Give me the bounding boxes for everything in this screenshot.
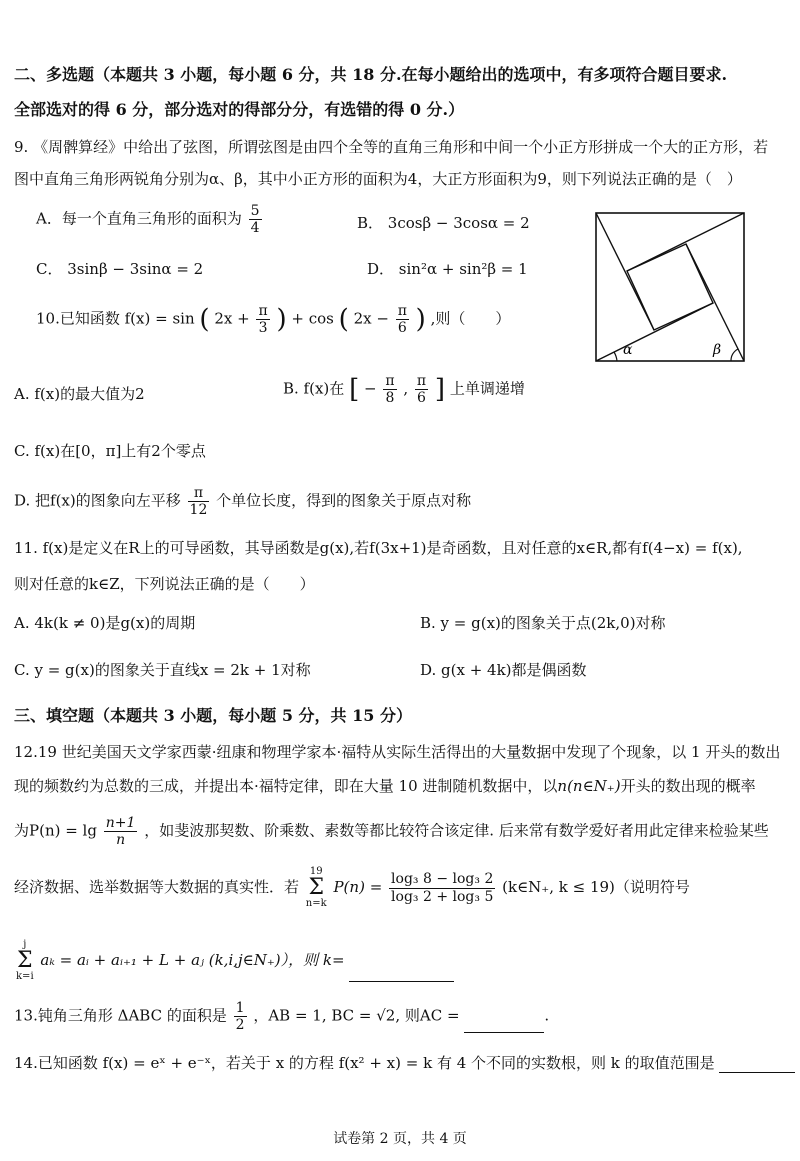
inner-square bbox=[627, 244, 713, 330]
q10-option-d-num: π bbox=[188, 485, 210, 502]
q10-paren-close-2: ) bbox=[415, 304, 426, 335]
q12-line5-sum-symbol bbox=[16, 940, 34, 982]
q14-text: 14.已知函数 f(x) = eˣ + e⁻ˣ，若关于 x 的方程 f(x² + x) = k 有 4 个不同的实数根，则 k 的取值范围是 bbox=[14, 1054, 715, 1072]
q12-line3-den: n bbox=[116, 832, 126, 849]
q10-frac2-num: π bbox=[397, 303, 407, 319]
q12-line3-frac bbox=[104, 815, 138, 848]
alpha-arc bbox=[614, 352, 617, 361]
q12-line5 bbox=[14, 940, 454, 982]
q10-option-d bbox=[14, 485, 471, 518]
q11-option-b: B. y = g(x)的图象关于点(2k,0)对称 bbox=[420, 614, 666, 632]
q12-line2-math: n(n∈N₊) bbox=[557, 777, 621, 795]
q9-option-c: C． 3sinβ − 3sinα = 2 bbox=[36, 260, 204, 278]
q12-line5-sum-top: j bbox=[23, 939, 27, 950]
q12-line4-num: log₃ 8 − log₃ 2 bbox=[391, 871, 494, 888]
q13-num: 1 bbox=[235, 1000, 245, 1016]
beta-label: β bbox=[713, 342, 722, 358]
q13-answer-blank[interactable] bbox=[464, 1016, 544, 1033]
q10-stem-mid2: + cos bbox=[291, 309, 334, 328]
q14 bbox=[14, 1052, 795, 1073]
q10-frac1-den: 3 bbox=[258, 320, 268, 337]
q10-option-d-pre: D. 把f(x)的图象向左平移 bbox=[14, 491, 181, 510]
q10-option-b-minus: − bbox=[364, 379, 377, 398]
q9-option-a-den: 4 bbox=[250, 220, 260, 237]
q12-sum-bottom: n=k bbox=[305, 898, 327, 909]
q9-stem-line1: 9. 《周髀算经》中给出了弦图，所谓弦图是由四个全等的直角三角形和中间一个小正方形拼成一个大的正方形，若 bbox=[14, 138, 769, 156]
page-footer: 试卷第 2 页，共 4 页 bbox=[333, 1131, 467, 1147]
q9-option-a-fraction bbox=[249, 203, 262, 236]
q10-paren-open-1: ( bbox=[199, 304, 210, 335]
q13-den: 2 bbox=[235, 1017, 245, 1034]
section-2-heading-line2: 全部选对的得 6 分，部分选对的得部分分，有选错的得 0 分.） bbox=[14, 100, 465, 119]
q10-option-d-post: 个单位长度，得到的图象关于原点对称 bbox=[216, 491, 472, 510]
q11-stem-line2: 则对任意的k∈Z，下列说法正确的是（ ） bbox=[14, 575, 315, 593]
q9-option-d: D． sin²α + sin²β = 1 bbox=[367, 260, 528, 278]
q10-option-b-frac-b bbox=[415, 373, 428, 406]
q10-frac1-num: π bbox=[258, 303, 268, 319]
q10-frac2-den: 6 bbox=[397, 320, 407, 337]
q12-line3-pre: 为P(n) = lg bbox=[14, 821, 97, 840]
q11-stem-line1: 11. f(x)是定义在R上的可导函数，其导函数是g(x),若f(3x+1)是奇函数，且对任意的x∈R,都有f(4−x) = f(x), bbox=[14, 539, 743, 557]
alpha-label: α bbox=[623, 342, 633, 358]
q10-option-a: A. f(x)的最大值为2 bbox=[14, 385, 145, 403]
q13-end: . bbox=[544, 1006, 550, 1025]
q10-option-b-frac-a-den: 8 bbox=[385, 390, 395, 407]
q10-option-d-frac bbox=[188, 485, 210, 518]
q9-option-a-num: 5 bbox=[250, 203, 260, 219]
q9-option-b: B． 3cosβ − 3cosα = 2 bbox=[357, 214, 530, 232]
q9-option-a-text: A．每一个直角三角形的面积为 bbox=[36, 209, 242, 228]
q12-line4 bbox=[14, 867, 690, 909]
q9-stem-line2: 图中直角三角形两锐角分别为α、β，其中小正方形的面积为4，大正方形面积为9，则下列说法正确的是（ ） bbox=[14, 170, 742, 188]
q12-line3 bbox=[14, 815, 769, 848]
q10-option-c: C. f(x)在[0，π]上有2个零点 bbox=[14, 442, 206, 460]
section-2-heading-line1: 二、多选题（本题共 3 小题，每小题 6 分，共 18 分.在每小题给出的选项中，有多项符合题目要求. bbox=[14, 65, 728, 84]
q10-frac-pi-6 bbox=[396, 303, 409, 336]
q10-stem-pre: 10.已知函数 f(x) = sin bbox=[36, 309, 195, 328]
q12-line2 bbox=[14, 774, 756, 800]
q10-option-b bbox=[283, 373, 525, 406]
q10-option-b-frac-b-den: 6 bbox=[417, 390, 426, 407]
q12-line4-frac bbox=[389, 871, 495, 904]
q10-option-b-frac-a bbox=[383, 373, 396, 406]
q10-option-b-comma: , bbox=[403, 379, 409, 398]
q10-stem-mid1: 2x + bbox=[214, 309, 250, 328]
q12-sum-sigma: Σ bbox=[308, 875, 325, 900]
q11-option-a: A. 4k(k ≠ 0)是g(x)的周期 bbox=[14, 614, 196, 632]
q12-line2-pre: 现的频数约为总数的三成，并提出本·福特定律，即在大量 10 进制随机数据中，以 bbox=[14, 777, 558, 795]
outer-square bbox=[596, 213, 744, 361]
q12-line3-post: ，如斐波那契数、阶乘数、素数等都比较符合该定律. 后来常有数学爱好者用此定律来检验某些 bbox=[144, 821, 769, 840]
q10-option-b-bracket-open: [ bbox=[349, 374, 360, 405]
q10-paren-open-2: ( bbox=[338, 304, 349, 335]
q11-option-d: D. g(x + 4k)都是偶函数 bbox=[420, 661, 587, 679]
q14-answer-blank[interactable] bbox=[719, 1056, 795, 1073]
q13-frac bbox=[234, 1000, 247, 1033]
q12-line3-num: n+1 bbox=[105, 815, 136, 831]
q11-option-c: C. y = g(x)的图象关于直线x = 2k + 1对称 bbox=[14, 661, 311, 679]
q12-line2-post: 开头的数出现的概率 bbox=[620, 777, 756, 795]
q10-stem bbox=[36, 303, 510, 336]
q12-line4-post: (k∈N₊, k ≤ 19)（说明符号 bbox=[502, 878, 690, 896]
q12-line5-sum-bottom: k=i bbox=[16, 971, 34, 982]
q10-option-b-bracket-close: ] bbox=[434, 374, 446, 405]
q10-option-b-frac-a-num: π bbox=[385, 373, 395, 389]
q12-line1: 12.19 世纪美国天文学家西蒙·纽康和物理学家本·福特从实际生活得出的大量数据中发现了个现象，以 1 开头的数出 bbox=[14, 743, 781, 761]
q10-paren-close-1: ) bbox=[276, 304, 287, 335]
q10-option-b-frac-b-num: π bbox=[416, 373, 427, 389]
beta-arc bbox=[731, 349, 738, 361]
section-3-heading: 三、填空题（本题共 3 小题，每小题 5 分，共 15 分） bbox=[14, 706, 412, 725]
q13-pre: 13.钝角三角形 ΔABC 的面积是 bbox=[14, 1006, 227, 1025]
q12-line5-sigma: Σ bbox=[17, 948, 33, 973]
q12-line4-den: log₃ 2 + log₃ 5 bbox=[391, 888, 494, 905]
q10-option-b-post: 上单调递增 bbox=[449, 379, 525, 398]
q12-line4-pre: 经济数据、选举数据等大数据的真实性．若 bbox=[14, 878, 300, 896]
q13 bbox=[14, 1000, 549, 1033]
q10-option-b-pre: B. f(x)在 bbox=[283, 379, 345, 398]
q12-answer-blank[interactable] bbox=[349, 965, 454, 982]
q10-option-d-den: 12 bbox=[189, 502, 208, 519]
q10-stem-post: ,则（ ） bbox=[430, 309, 511, 328]
q10-frac-pi-3 bbox=[256, 303, 269, 336]
q12-sum-top: 19 bbox=[309, 866, 323, 877]
q12-line5-body: aₖ = aᵢ + aᵢ₊₁ + L + aⱼ (k,i,j∈N₊)），则 k= bbox=[40, 951, 345, 969]
zhoubi-diagram bbox=[595, 212, 745, 362]
q12-line4-mid: P(n) = bbox=[333, 878, 383, 896]
q12-sum-symbol bbox=[306, 867, 327, 909]
q10-stem-mid3: 2x − bbox=[353, 309, 389, 328]
q9-option-a bbox=[36, 203, 264, 236]
q13-post: ，AB = 1, BC = √2, 则AC = bbox=[253, 1006, 460, 1025]
